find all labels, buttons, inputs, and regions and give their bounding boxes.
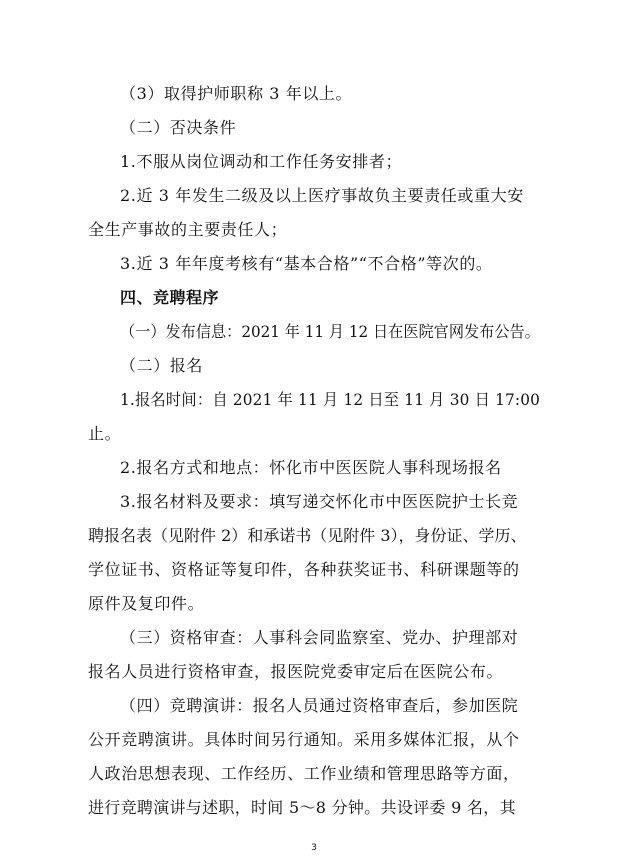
text-line-14: 聘报名表（见附件 2）和承诺书（见附件 3），身份证、学历、 <box>88 526 527 545</box>
text-line-12: 2.报名方式和地点：怀化市中医医院人事科现场报名 <box>120 458 502 477</box>
section-heading: 四、竞聘程序 <box>120 288 220 307</box>
text-line-3: 1.不服从岗位调动和工作任务安排者； <box>120 152 403 171</box>
text-line-9: （二）报名 <box>120 356 204 375</box>
text-line-13: 3.报名材料及要求：填写递交怀化市中医医院护士长竞 <box>120 492 519 511</box>
text-line-5: 全生产事故的主要责任人； <box>88 220 288 239</box>
text-line-15: 学位证书、资格证等复印件，各种获奖证书、科研课题等的 <box>88 560 520 579</box>
text-line-18: 报名人员进行资格审查，报医院党委审定后在医院公布。 <box>88 662 504 681</box>
text-line-17: （三）资格审查：人事科会同监察室、党办、护理部对 <box>120 628 519 647</box>
page-number: 3 <box>311 843 317 853</box>
text-line-21: 人政治思想表现、工作经历、工作业绩和管理思路等方面， <box>88 764 520 783</box>
text-line-22: 进行竞聘演讲与述职，时间 5～8 分钟。共设评委 9 名，其 <box>88 798 516 817</box>
text-line-8: （一）发布信息：2021 年 11 月 12 日在医院官网发布公告。 <box>120 322 540 341</box>
text-line-1: （3）取得护师职称 3 年以上。 <box>120 84 353 103</box>
text-line-6: 3.近 3 年年度考核有“基本合格”“不合格”等次的。 <box>120 254 493 273</box>
text-line-2: （二）否决条件 <box>120 118 237 137</box>
text-line-16: 原件及复印件。 <box>88 594 205 613</box>
text-line-11: 止。 <box>88 424 122 443</box>
text-line-10: 1.报名时间：自 2021 年 11 月 12 日至 11 月 30 日 17:00 <box>120 390 541 409</box>
text-line-19: （四）竞聘演讲：报名人员通过资格审查后，参加医院 <box>120 696 519 715</box>
text-line-20: 公开竞聘演讲。具体时间另行通知。采用多媒体汇报，从个 <box>88 730 520 749</box>
text-line-4: 2.近 3 年发生二级及以上医疗事故负主要责任或重大安 <box>120 186 524 205</box>
